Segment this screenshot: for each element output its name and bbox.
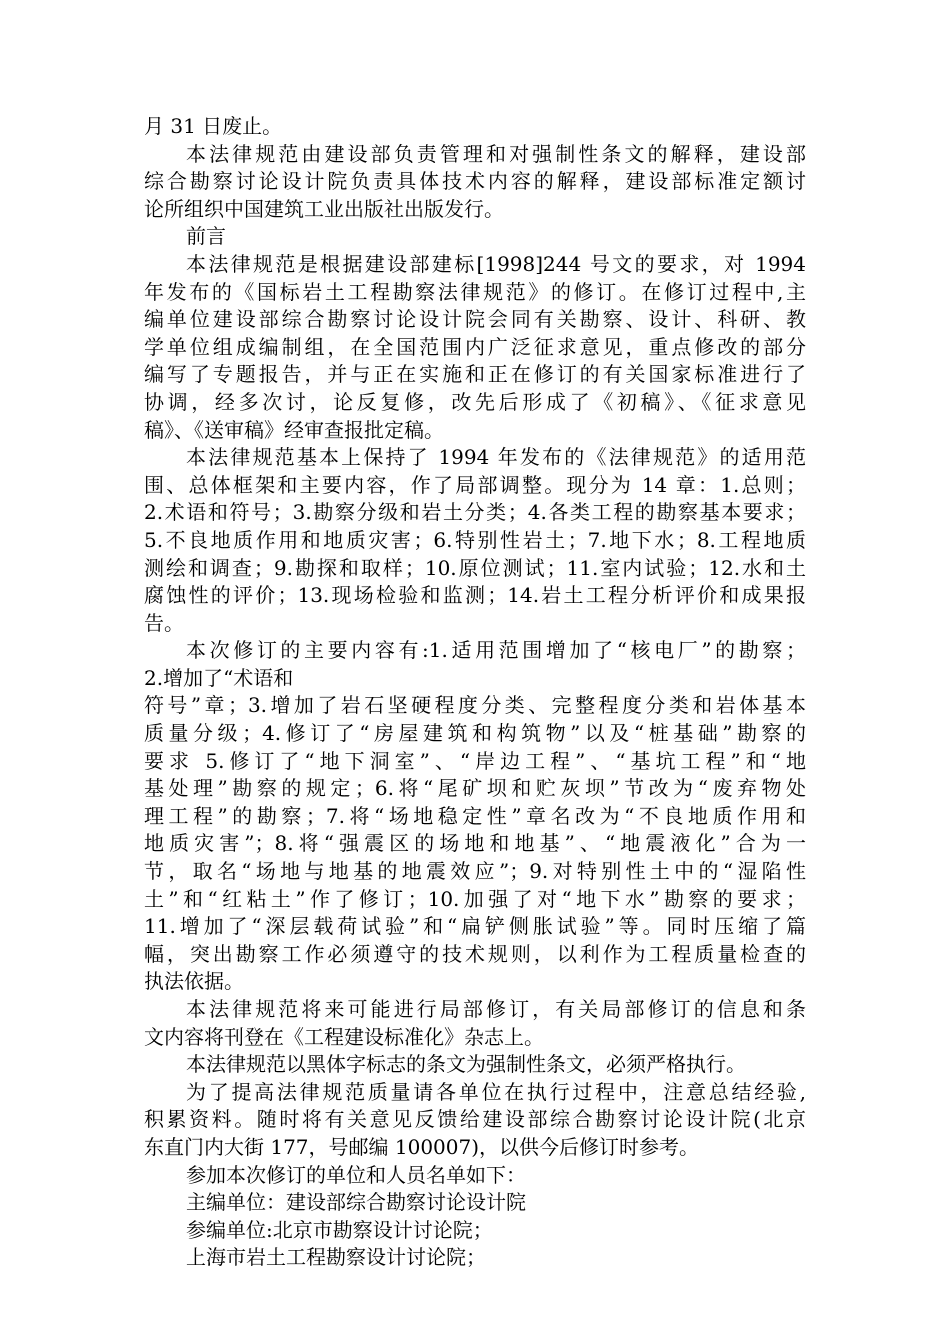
text-line: 符号”章；3.增加了岩石坚硬程度分类、完整程度分类和岩体基本 — [144, 693, 806, 718]
text-line: 参加本次修订的单位和人员名单如下： — [186, 1162, 526, 1187]
text-line: 主编单位：建设部综合勘察讨论设计院 — [186, 1190, 526, 1215]
text-line: 土”和“红粘土”作了修订；10.加强了对“地下水”勘察的要求； — [144, 886, 806, 911]
text-line: 基处理”勘察的规定；6.将“尾矿坝和贮灰坝”节改为“废弃物处 — [144, 776, 806, 801]
text-line: 前言 — [186, 224, 226, 249]
text-line: 本法律规范由建设部负责管理和对强制性条文的解释，建设部 — [186, 141, 806, 166]
text-line: 测绘和调查；9.勘探和取样；10.原位测试；11.室内试验；12.水和土 — [144, 555, 806, 580]
text-line: 2.术语和符号；3.勘察分级和岩土分类；4.各类工程的勘察基本要求； — [144, 500, 806, 525]
text-line: 月 31 日废止。 — [144, 114, 283, 138]
text-line: 地质灾害”；8.将“强震区的场地和地基”、“地震液化”合为一 — [144, 831, 806, 856]
text-line: 东直门内大街 177，号邮编 100007)，以供今后修订时参考。 — [144, 1134, 700, 1159]
text-line: 上海市岩土工程勘察设计讨论院； — [186, 1245, 486, 1270]
text-line: 为了提高法律规范质量请各单位在执行过程中，注意总结经验, — [186, 1079, 806, 1104]
text-line: 11.增加了“深层载荷试验”和“扁铲侧胀试验”等。同时压缩了篇 — [144, 914, 806, 939]
text-line: 告。 — [144, 610, 184, 635]
text-line: 学单位组成编制组，在全国范围内广泛征求意见，重点修改的部分 — [144, 334, 806, 359]
text-line: 稿》、《送审稿》经审查报批定稿。 — [144, 417, 444, 442]
text-line: 本法律规范以黑体字标志的条文为强制性条文，必须严格执行。 — [186, 1052, 746, 1077]
text-line: 协调，经多次讨，论反复修，改先后形成了《初稿》、《征求意见 — [144, 389, 806, 414]
text-line: 执法依据。 — [144, 969, 244, 994]
text-line: 质量分级；4.修订了“房屋建筑和构筑物”以及“桩基础”勘察的 — [144, 721, 806, 746]
text-line: 围、总体框架和主要内容，作了局部调整。现分为 14 章：1.总则； — [144, 472, 806, 497]
text-line: 本法律规范基本上保持了 1994 年发布的《法律规范》的适用范 — [186, 445, 806, 470]
text-line: 本法律规范是根据建设部建标[1998]244 号文的要求，对 1994 — [186, 251, 806, 276]
text-line: 5.不良地质作用和地质灾害；6.特别性岩土；7.地下水；8.工程地质 — [144, 527, 806, 552]
text-line: 节，取名“场地与地基的地震效应”；9.对特别性土中的“湿陷性 — [144, 859, 806, 884]
text-line: 要求 5.修订了“地下洞室”、“岸边工程”、“基坑工程”和“地 — [144, 748, 806, 773]
text-line: 年发布的《国标岩土工程勘察法律规范》的修订。在修订过程中,主 — [144, 279, 806, 304]
text-line: 本次修订的主要内容有:1.适用范围增加了“核电厂”的勘察； — [186, 638, 806, 663]
document-body — [144, 113, 806, 1272]
text-line: 编单位建设部综合勘察讨论设计院会同有关勘察、设计、科研、教 — [144, 307, 806, 332]
text-line: 文内容将刊登在《工程建设标准化》杂志上。 — [144, 1024, 544, 1049]
text-line: 理工程”的勘察；7.将“场地稳定性”章名改为“不良地质作用和 — [144, 803, 806, 828]
text-line: 本法律规范将来可能进行局部修订，有关局部修订的信息和条 — [186, 997, 806, 1021]
text-line: 论所组织中国建筑工业出版社出版发行。 — [144, 196, 504, 221]
text-line: 2.增加了“术语和 — [144, 665, 294, 690]
text-line: 腐蚀性的评价；13.现场检验和监测；14.岩土工程分析评价和成果报 — [144, 583, 806, 608]
text-line: 幅，突出勘察工作必须遵守的技术规则，以利作为工程质量检查的 — [144, 941, 806, 966]
text-line: 积累资料。随时将有关意见反馈给建设部综合勘察讨论设计院(北京 — [144, 1107, 806, 1132]
text-line: 综合勘察讨论设计院负责具体技术内容的解释，建设部标准定额讨 — [144, 169, 806, 194]
text-line: 参编单位:北京市勘察设计讨论院； — [186, 1217, 493, 1242]
text-line: 编写了专题报告，并与正在实施和正在修订的有关国家标准进行了 — [144, 362, 806, 387]
